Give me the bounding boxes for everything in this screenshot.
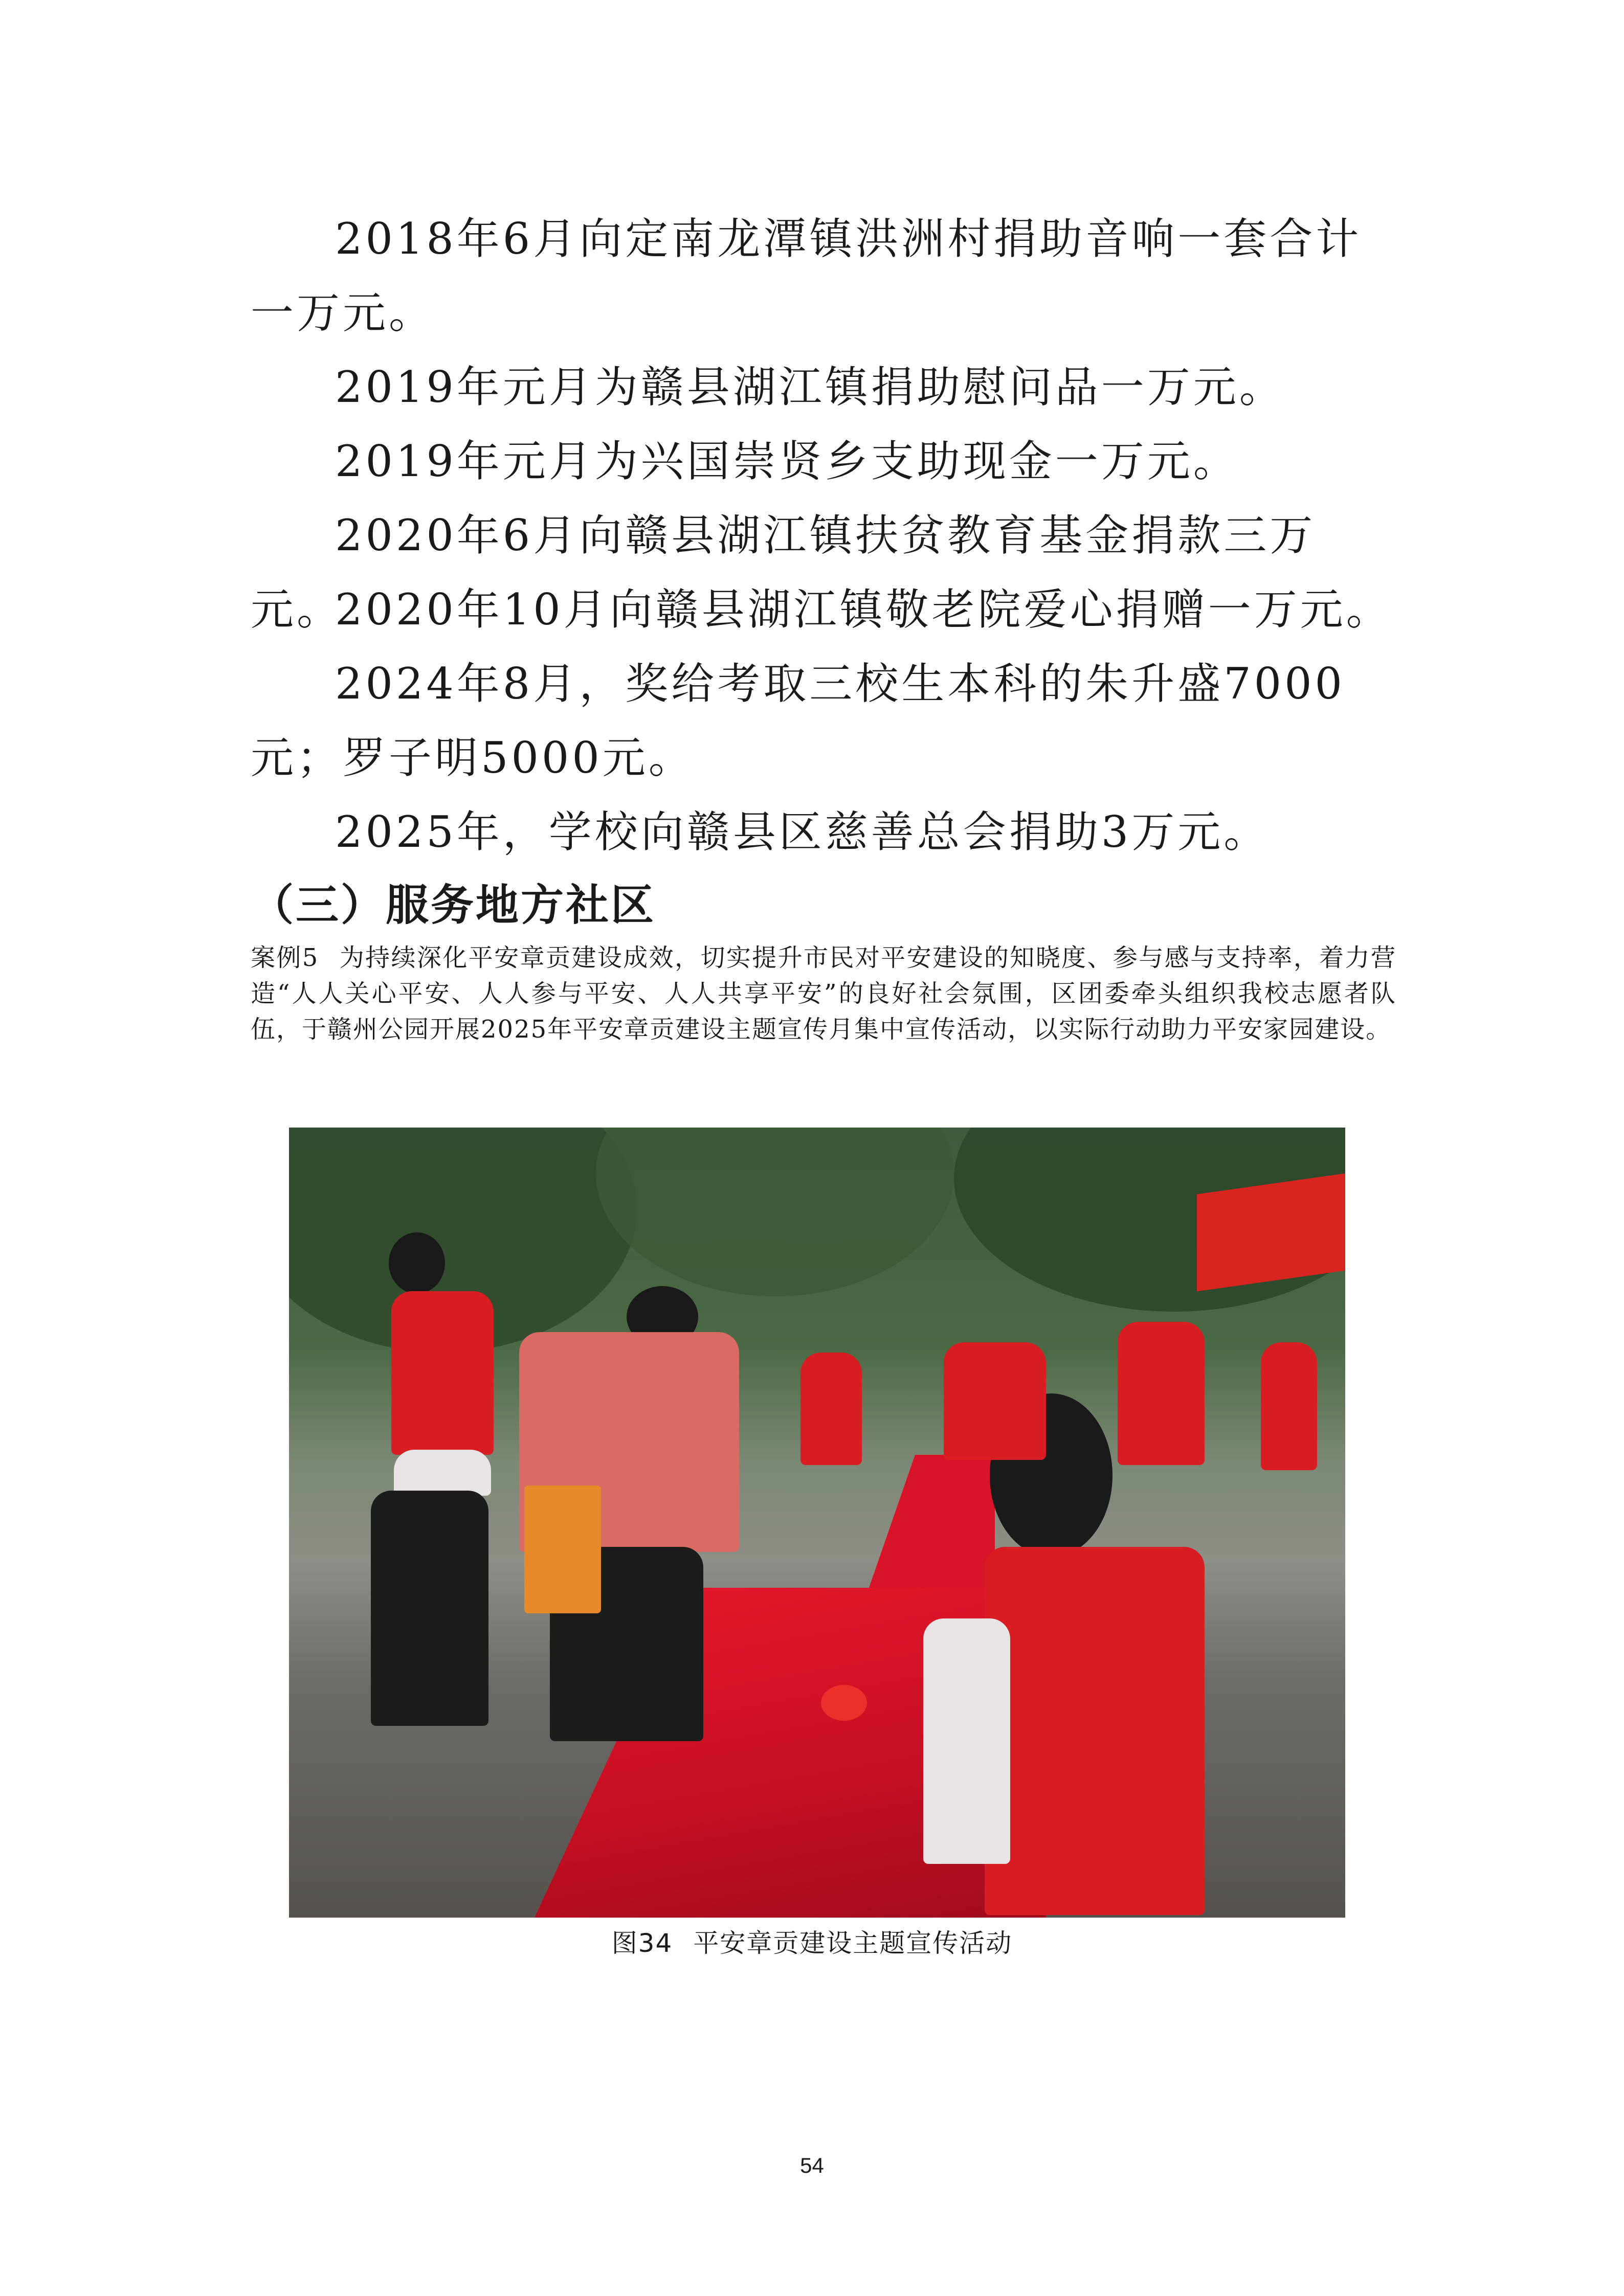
case-body: 为持续深化平安章贡建设成效，切实提升市民对平安建设的知晓度、参与感与支持率，着力营造“人人关心平安、人人参与平安、人人共享平安”的良好社会氛围，区团委牵头组织我校志愿者队伍，于赣州公园开展2025年平安章贡建设主题宣传月集中宣传活动，以实际行动助力平安家园建设。 [251,943,1396,1044]
figure-number: 图34 [611,1928,673,1958]
paragraph-2025: 2025年，学校向赣县区慈善总会捐助3万元。 [335,807,1270,857]
figure-caption [0,1925,1624,1961]
paragraph-2024: 2024年8月，奖给考取三校生本科的朱升盛7000元；罗子明5000元。 [251,659,1345,783]
page-number: 54 [800,2153,824,2177]
section-heading: （三）服务地方社区 [251,880,656,930]
paragraph-2019-xingguo: 2019年元月为兴国崇贤乡支助现金一万元。 [335,436,1239,486]
paragraph-2019-huangjiang: 2019年元月为赣县湖江镇捐助慰问品一万元。 [335,362,1285,412]
activity-photo [289,1128,1345,1918]
case-label: 案例5 [251,943,319,972]
paragraph-2018: 2018年6月向定南龙潭镇洪洲村捐助音响一套合计一万元。 [251,214,1362,338]
figure-title: 平安章贡建设主题宣传活动 [693,1928,1013,1958]
case-description [251,940,1396,1047]
paragraph-2020-june: 2020年6月向赣县湖江镇扶贫教育基金捐款三万元。 [251,510,1316,635]
paragraph-2020-october: 2020年10月向赣县湖江镇敬老院爱心捐赠一万元。 [335,584,1392,635]
